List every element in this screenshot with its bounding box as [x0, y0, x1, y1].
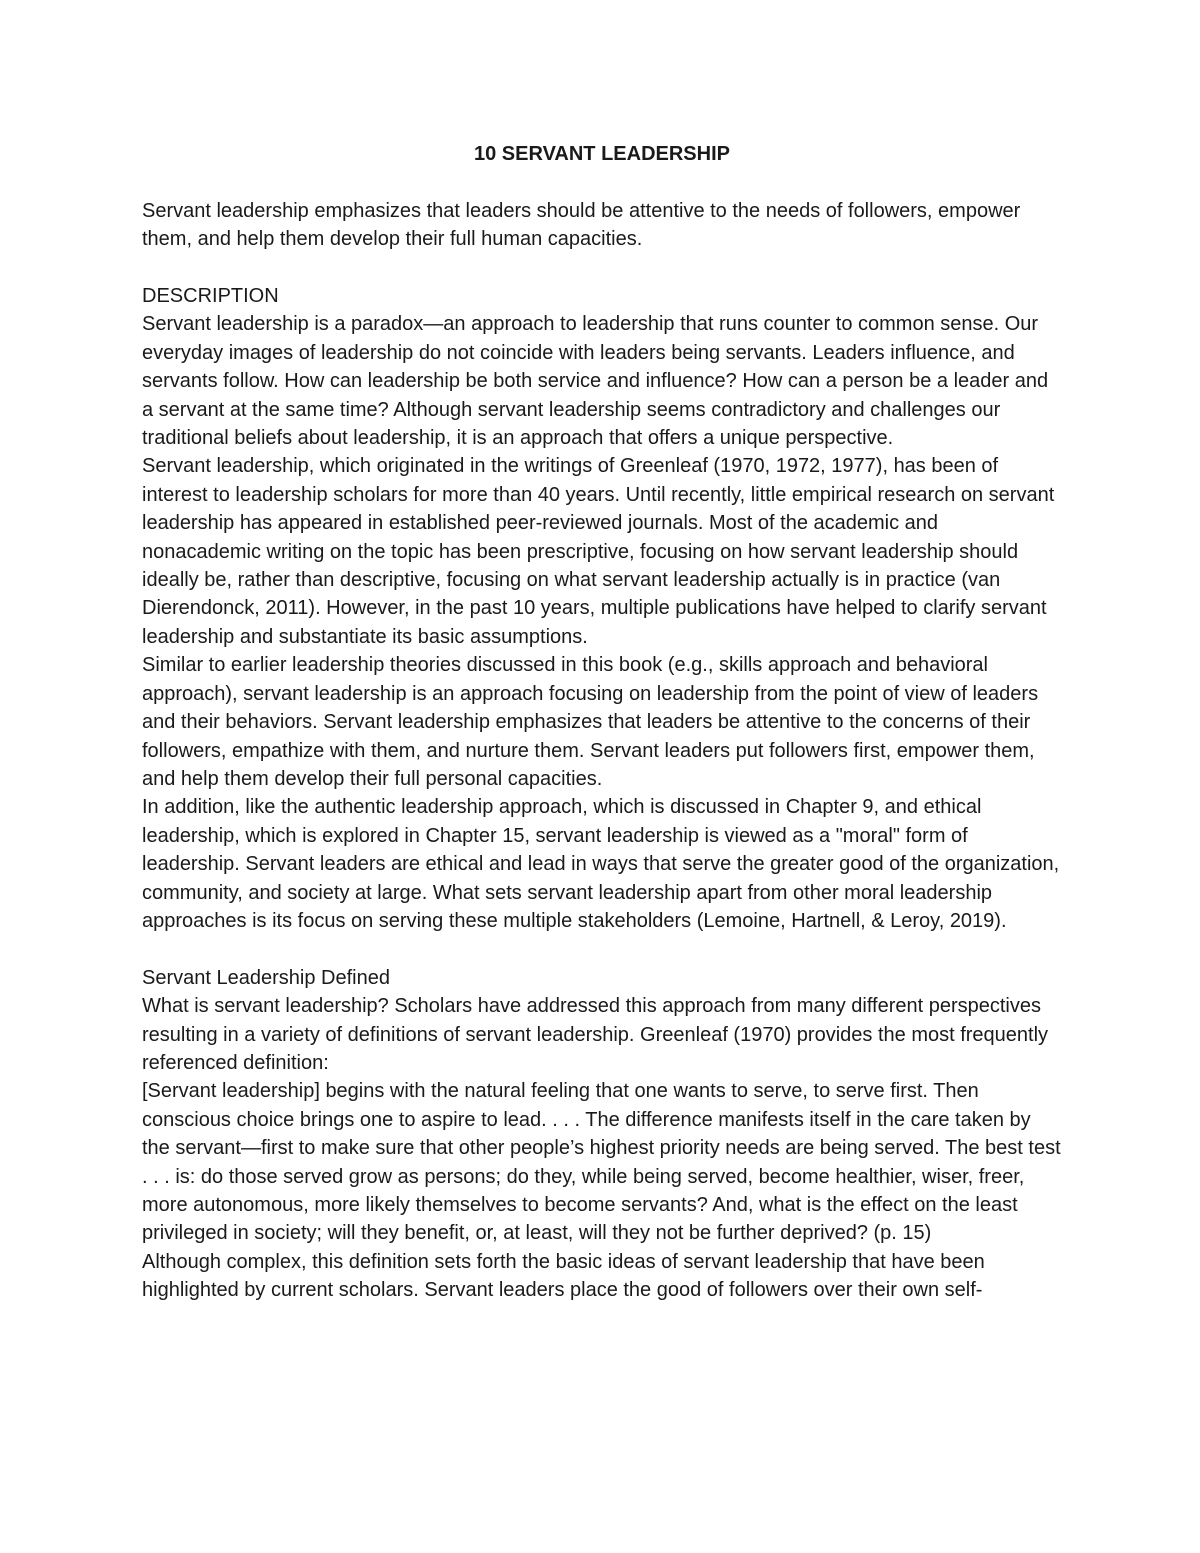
spacer — [142, 168, 1062, 196]
document-title: 10 SERVANT LEADERSHIP — [474, 143, 730, 165]
defined-paragraph: Although complex, this definition sets forth the basic ideas of servant leadership that have been highlighted by current scholars. Servant leaders place the good of followers over their own self- — [142, 1250, 985, 1302]
document-page — [142, 140, 1062, 1305]
description-paragraph: Similar to earlier leadership theories discussed in this book (e.g., skills approach and behavioral approach), servant leadership is an approach focusing on leadership from the point of view of leaders and their behaviors. Servant leadership emphasizes that leaders be attentive to the concerns of their followers, empathize with them, and nurture them. Servant leaders put followers first, empower them, and help them develop their full personal capacities. — [142, 654, 1039, 790]
section-heading-description: DESCRIPTION — [142, 285, 279, 307]
defined-paragraph: What is servant leadership? Scholars have addressed this approach from many different perspectives resulting in a variety of definitions of servant leadership. Greenleaf (1970) provides the most frequently referenced definition: — [142, 995, 1049, 1074]
spacer — [142, 254, 1062, 282]
block-quote: [Servant leadership] begins with the natural feeling that one wants to serve, to serve first. Then conscious choice brings one to aspire to lead. . . . The difference manifests itself in the care taken by the servant—first to make sure that other people’s highest priority needs are being served. The best test . . . is: do those served grow as persons; do they, while being served, become healthier, wiser, freer, more autonomous, more likely themselves to become servants? And, what is the effect on the least privileged in society; will they benefit, or, at least, will they not be further deprived? (p. 15) — [142, 1080, 1061, 1245]
description-paragraph: In addition, like the authentic leadership approach, which is discussed in Chapter 9, and ethical leadership, which is explored in Chapter 15, servant leadership is viewed as a "moral" form of leadership. Servant leaders are ethical and lead in ways that serve the greater good of the organization, community, and society at large. What sets servant leadership apart from other moral leadership approaches is its focus on serving these multiple stakeholders (Lemoine, Hartnell, & Leroy, 2019). — [142, 796, 1060, 932]
description-paragraph: Servant leadership is a paradox—an approach to leadership that runs counter to common sense. Our everyday images of leadership do not coincide with leaders being servants. Leaders influence, and servants follow. How can leadership be both service and influence? How can a person be a leader and a servant at the same time? Although servant leadership seems contradictory and challenges our traditional beliefs about leadership, it is an approach that offers a unique perspective. — [142, 313, 1049, 450]
intro-paragraph: Servant leadership emphasizes that leaders should be attentive to the needs of followers, empower them, and help them develop their full human capacities. — [142, 199, 1021, 251]
section-heading-defined: Servant Leadership Defined — [142, 966, 390, 989]
description-paragraph: Servant leadership, which originated in the writings of Greenleaf (1970, 1972, 1977), has been of interest to leadership scholars for more than 40 years. Until recently, little empirical research on servant leadership has appeared in established peer-reviewed journals. Most of the academic and nonacademic writing on the topic has been prescriptive, focusing on how servant leadership should ideally be, rather than descriptive, focusing on what servant leadership actually is in practice (van Dierendonck, 2011). However, in the past 10 years, multiple publications have helped to clarify servant leadership and substantiate its basic assumptions. — [142, 455, 1055, 648]
spacer — [142, 935, 1062, 963]
